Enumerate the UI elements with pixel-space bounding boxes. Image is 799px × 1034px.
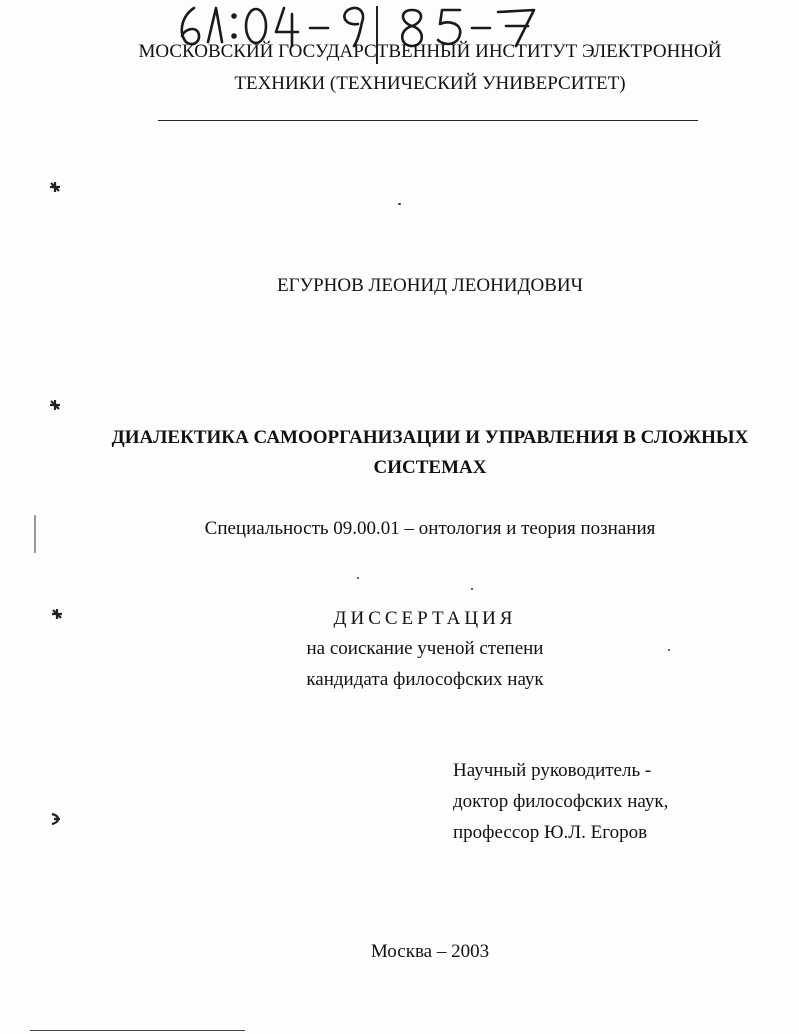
punch-hole-mark: [48, 180, 62, 194]
supervisor-line2: доктор философских наук,: [453, 791, 669, 812]
scan-speck: [34, 515, 36, 553]
scan-speck: [668, 649, 670, 651]
thesis-title-line1: ДИАЛЕКТИКА САМООРГАНИЗАЦИИ И УПРАВЛЕНИЯ В СЛОЖНЫХ: [111, 427, 749, 448]
institute-name-line1: МОСКОВСКИЙ ГОСУДАРСТВЕННЫЙ ИНСТИТУТ ЭЛЕКТРОННОЙ: [138, 41, 722, 62]
punch-hole-mark: [50, 607, 64, 621]
punch-hole-mark: [48, 398, 62, 412]
city-year: Москва – 2003: [370, 941, 490, 962]
specialty-line: Специальность 09.00.01 – онтология и теория познания: [204, 518, 656, 539]
degree-line2: кандидата философских наук: [306, 669, 544, 690]
scan-speck: [357, 577, 359, 579]
scan-speck: [471, 588, 473, 590]
punch-hole-mark: [48, 812, 62, 826]
supervisor-line1: Научный руководитель -: [453, 760, 652, 781]
scan-speck: [398, 203, 401, 205]
scan-edge-line: [30, 1030, 245, 1031]
dissertation-heading: ДИССЕРТАЦИЯ: [333, 608, 517, 629]
supervisor-line3: профессор Ю.Л. Егоров: [453, 822, 648, 843]
institute-name-line2: ТЕХНИКИ (ТЕХНИЧЕСКИЙ УНИВЕРСИТЕТ): [234, 73, 626, 94]
degree-line1: на соискание ученой степени: [306, 638, 544, 659]
author-name: ЕГУРНОВ ЛЕОНИД ЛЕОНИДОВИЧ: [277, 275, 583, 296]
thesis-title-line2: СИСТЕМАХ: [373, 457, 487, 478]
header-divider: [158, 120, 698, 121]
